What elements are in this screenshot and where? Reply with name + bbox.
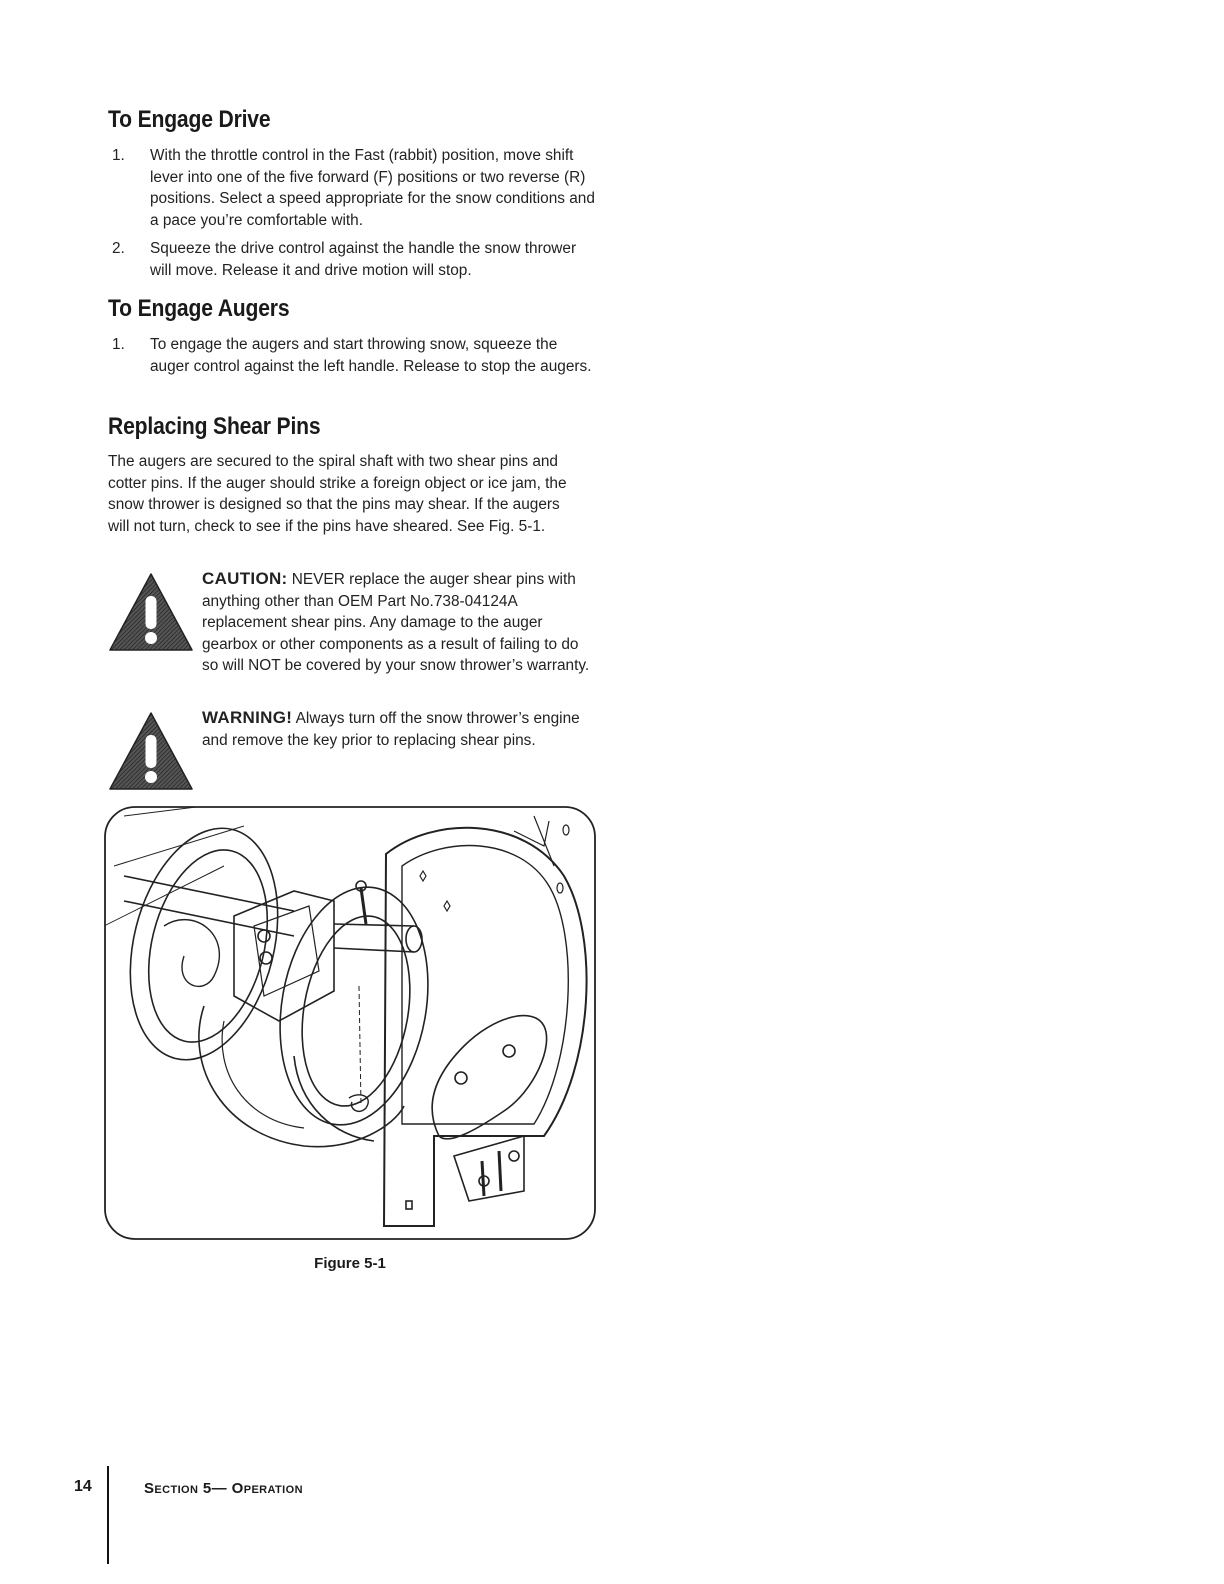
- heading-engage-augers: To Engage Augers: [108, 295, 290, 322]
- shear-pins-paragraph: The augers are secured to the spiral shaft with two shear pins and cotter pins. If the auger should strike a foreign object or ice jam, the snow thrower is designed so that the pins may shear. If the augers will not turn, check to see if the pins have sheared. See Fig. 5-1.: [108, 453, 567, 535]
- list-text: To engage the augers and start throwing snow, squeeze the auger control against the left handle. Release to stop the augers.: [150, 336, 592, 375]
- warning-label: WARNING!: [202, 708, 293, 727]
- warning-triangle-icon: [108, 711, 194, 791]
- warning-triangle-icon: [108, 572, 194, 652]
- caution-label: CAUTION:: [202, 569, 288, 588]
- page-number: 14: [74, 1478, 92, 1495]
- caution-block: [108, 568, 598, 698]
- warning-text: [202, 707, 598, 751]
- caution-text: [202, 568, 598, 677]
- list-text: With the throttle control in the Fast (rabbit) position, move shift lever into one of the five forward (F) positions or two reverse (R) positions. Select a speed appropriate for the snow conditions and a pace you’re comfortable with.: [150, 147, 595, 229]
- list-text: Squeeze the drive control against the handle the snow thrower will move. Release it and drive motion will stop.: [150, 240, 577, 279]
- figure-caption: Figure 5-1: [314, 1255, 386, 1272]
- list-number: 2.: [112, 240, 125, 257]
- section-label: Section 5— Operation: [144, 1480, 303, 1497]
- list-number: 1.: [112, 147, 125, 164]
- list-number: 1.: [112, 336, 125, 353]
- heading-engage-drive: To Engage Drive: [108, 106, 271, 133]
- warning-body: Always turn off the snow thrower’s engine and remove the key prior to replacing shear pins.: [202, 710, 580, 749]
- caution-body: NEVER replace the auger shear pins with anything other than OEM Part No.738-04124A replacement shear pins. Any damage to the auger gearbox or other components as a result of failing to do so will NOT be covered by your snow thrower’s warranty.: [202, 571, 590, 675]
- warning-block: [108, 707, 598, 791]
- footer-divider: [107, 1466, 109, 1564]
- heading-replacing-shear-pins: Replacing Shear Pins: [108, 413, 321, 440]
- figure-auger-illustration: [104, 806, 596, 1240]
